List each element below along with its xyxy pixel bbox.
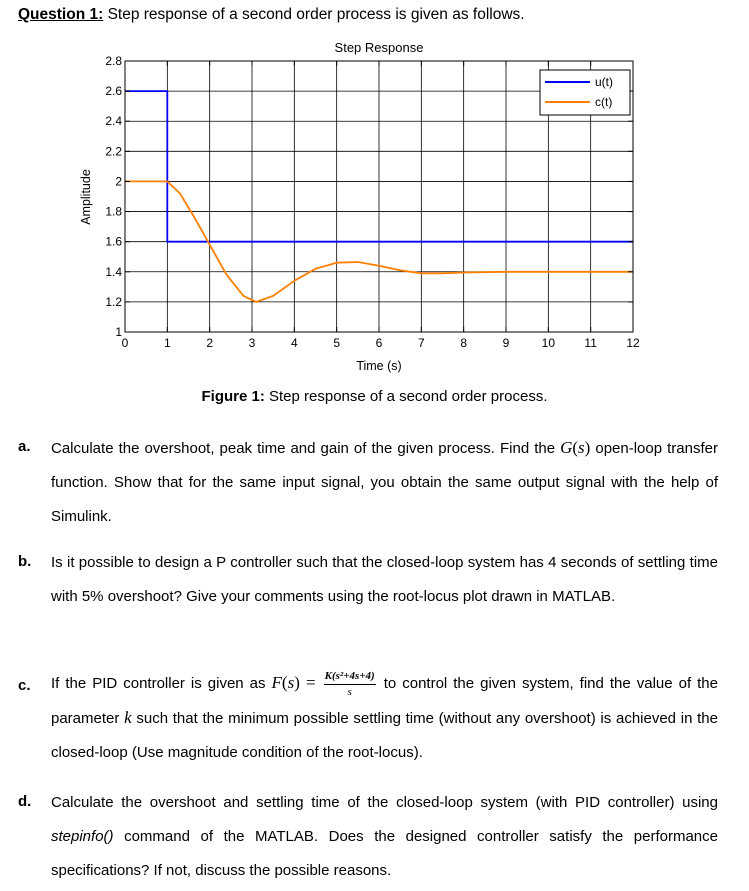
pid-fraction xyxy=(324,669,376,699)
y-tick-label: 1.2 xyxy=(105,294,122,309)
part-d-intro: Calculate the overshoot and settling time of the closed-loop system (with PID controller) using xyxy=(51,794,718,811)
x-tick-label: 12 xyxy=(626,336,640,350)
y-tick-label: 1.4 xyxy=(105,264,122,279)
x-tick-label: 3 xyxy=(248,336,256,350)
part-letter: d. xyxy=(18,793,32,810)
x-tick-label: 4 xyxy=(290,336,298,350)
g-of-s-symbol: G(s) xyxy=(560,438,591,457)
y-tick-label: 2.8 xyxy=(105,54,122,68)
part-c-end: such that the minimum possible settling time (without any overshoot) is achieved in the closed-loop (Use magnitude condition of the root-locus). xyxy=(51,710,718,761)
y-axis-label: Amplitude xyxy=(79,169,93,225)
x-tick-label: 6 xyxy=(375,336,383,350)
step-response-chart xyxy=(0,0,749,385)
part-letter: b. xyxy=(18,553,32,570)
y-tick-label: 2.2 xyxy=(105,144,122,159)
x-tick-label: 1 xyxy=(163,336,171,350)
chart-legend xyxy=(540,70,630,115)
question-text: Step response of a second order process is given as follows. xyxy=(107,6,525,23)
x-tick-label: 0 xyxy=(121,336,129,350)
pid-numerator: K(s²+4s+4) xyxy=(324,669,376,685)
y-tick-label: 2.6 xyxy=(105,84,122,99)
x-tick-label: 2 xyxy=(206,336,214,350)
part-c-intro: If the PID controller is given as xyxy=(51,675,272,692)
x-tick-label: 9 xyxy=(502,336,510,350)
question-number: Question 1: xyxy=(18,6,104,23)
part-a-text xyxy=(51,431,718,534)
part-a-sentence: Calculate the overshoot, peak time and gain of the given process. Find the xyxy=(51,440,561,457)
part-c-middle: to control the given system, find the value of the parameter xyxy=(51,675,718,727)
x-tick-label: 8 xyxy=(460,336,468,350)
stepinfo-command: stepinfo() xyxy=(51,828,114,845)
pid-denominator: s xyxy=(347,686,352,699)
y-tick-label: 2.4 xyxy=(105,114,122,129)
legend-label-u: u(t) xyxy=(595,75,613,89)
legend-label-c: c(t) xyxy=(595,95,613,109)
question-part-c xyxy=(18,666,718,770)
y-tick-label: 1.6 xyxy=(105,234,122,249)
k-symbol: k xyxy=(124,708,132,727)
y-tick-label: 1 xyxy=(115,325,122,339)
part-letter: c. xyxy=(18,677,31,694)
part-letter: a. xyxy=(18,438,31,455)
x-tick-label: 11 xyxy=(584,336,597,350)
y-tick-label: 2 xyxy=(115,174,122,189)
x-tick-label: 5 xyxy=(333,336,341,350)
x-tick-label: 7 xyxy=(417,336,425,350)
part-b-text: Is it possible to design a P controller such that the closed-loop system has 4 seconds of settling time with 5% overshoot? Give your comments using the root-locus plot drawn in MATLAB. xyxy=(51,554,718,605)
question-part-b xyxy=(18,546,718,614)
part-a-sentence-end: open-loop transfer function. Show that for the same input signal, you obtain the same output signal with the help of Simulink. xyxy=(51,440,718,525)
figure-caption xyxy=(0,388,749,405)
x-axis-label: Time (s) xyxy=(356,359,402,373)
x-tick-label: 10 xyxy=(541,336,556,350)
chart-title: Step Response xyxy=(334,40,424,55)
f-of-s-symbol: F(s) = xyxy=(271,673,322,692)
question-part-a xyxy=(18,431,718,534)
part-d-text xyxy=(51,786,718,888)
part-d-end: command of the MATLAB. Does the designed controller satisfy the performance specifications? If not, discuss the possible reasons. xyxy=(51,828,718,879)
figure-label: Figure 1: xyxy=(201,388,265,405)
legend-box xyxy=(540,70,630,115)
figure-caption-text: Step response of a second order process. xyxy=(269,388,548,405)
question-part-d xyxy=(18,786,718,888)
y-tick-label: 1.8 xyxy=(105,204,122,219)
part-c-text xyxy=(51,666,718,770)
